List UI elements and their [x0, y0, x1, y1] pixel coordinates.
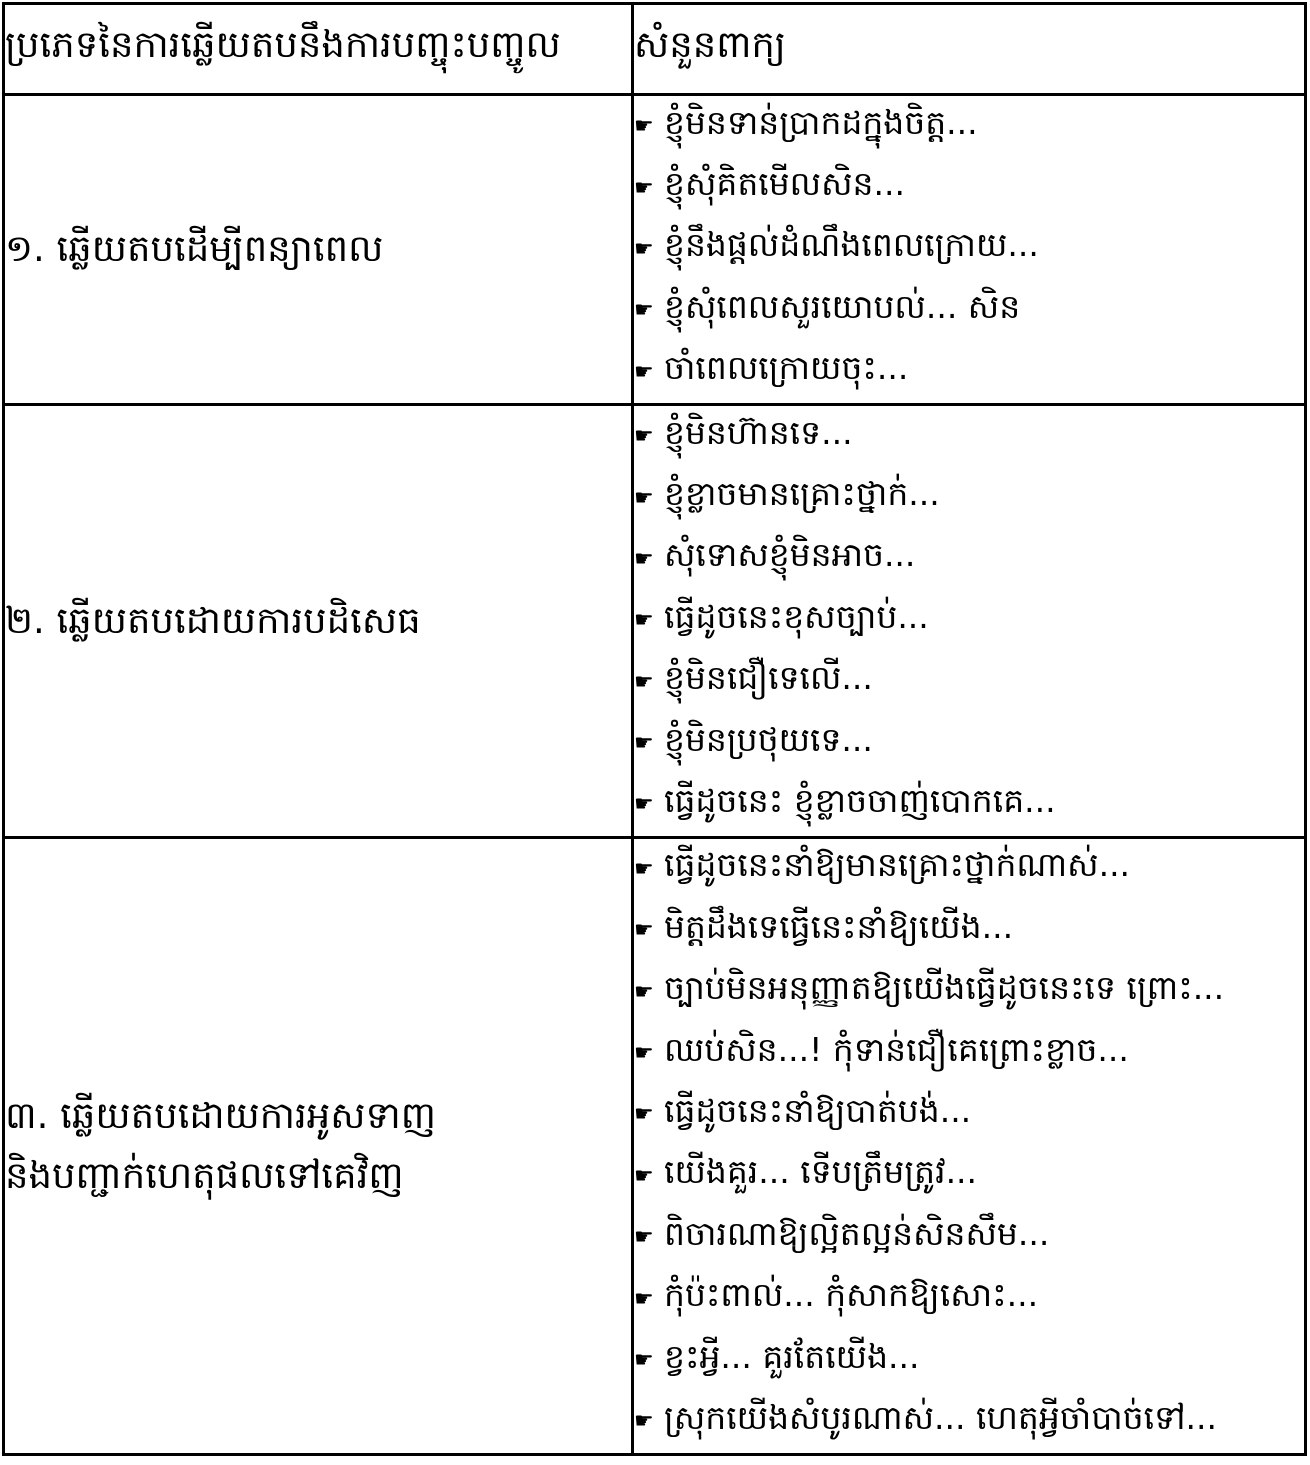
phrase-text: ពិចារណាឱ្យល្អិតល្អន់សិនសឹម...	[664, 1213, 1050, 1253]
phrase-text: ខ្ញុំមិនទាន់ប្រាកដក្នុងចិត្ត...	[664, 102, 978, 142]
pointing-hand-icon: ☛	[634, 856, 654, 882]
pointing-hand-icon: ☛	[634, 298, 654, 324]
response-type-label: និងបញ្ជាក់ហេតុផលទៅគេវិញ	[5, 1153, 404, 1197]
list-item	[634, 1023, 1304, 1084]
pointing-hand-icon: ☛	[634, 236, 654, 262]
response-type-cell	[4, 404, 633, 837]
pointing-hand-icon: ☛	[634, 1102, 654, 1128]
phrase-text: ធ្វើដូចនេះនាំឱ្យមានគ្រោះថ្នាក់ណាស់...	[664, 845, 1131, 885]
list-item	[634, 1084, 1304, 1145]
list-item	[634, 1330, 1304, 1391]
phrase-list-cell	[633, 95, 1306, 405]
pointing-hand-icon: ☛	[634, 979, 654, 1005]
response-type-label: ៣. ឆ្លើយតបដោយការអូសទាញ	[5, 1093, 436, 1137]
phrase-text: ខ្ញុំសុំពេលសួរយោបល់... សិន	[664, 286, 1021, 326]
pointing-hand-icon: ☛	[634, 608, 654, 634]
pointing-hand-icon: ☛	[634, 114, 654, 140]
list-item	[634, 96, 1304, 157]
header-response-type: ប្រភេទនៃការឆ្លើយតបនឹងការបញ្ចុះបញ្ចូល	[4, 4, 633, 95]
list-item	[634, 900, 1304, 961]
phrase-text: យើងគួរ... ទើបត្រឹមត្រូវ...	[664, 1152, 978, 1192]
pointing-hand-icon: ☛	[634, 1225, 654, 1251]
phrase-text: សុំទោសខ្ញុំមិនអាច...	[664, 535, 916, 575]
header-phrases: សំនួនពាក្យ	[633, 4, 1306, 95]
response-type-label: ២. ឆ្លើយតបដោយការបដិសេធ	[5, 598, 421, 642]
response-type-cell	[4, 837, 633, 1454]
list-item	[634, 1146, 1304, 1207]
list-item	[634, 652, 1304, 713]
response-type-label: ១. ឆ្លើយតបដើម្បីពន្យាពេល	[5, 227, 384, 271]
phrase-text: ធ្វើដូចនេះនាំឱ្យបាត់បង់...	[664, 1090, 972, 1130]
list-item	[634, 961, 1304, 1022]
list-item	[634, 713, 1304, 774]
phrase-text: ខ្ញុំសុំគិតមើលសិន...	[664, 164, 905, 204]
phrase-text: ខ្ញុំនឹងផ្ដល់ដំណឹងពេលក្រោយ...	[664, 225, 1039, 265]
pointing-hand-icon: ☛	[634, 546, 654, 572]
phrase-text: ខ្វះអ្វី... គួរតែយើង...	[664, 1336, 920, 1376]
pointing-hand-icon: ☛	[634, 1348, 654, 1373]
pointing-hand-icon: ☛	[634, 918, 654, 944]
phrase-text: ធ្វើដូចនេះ ខ្ញុំខ្លាចចាញ់បោកគេ...	[664, 780, 1056, 820]
pointing-hand-icon: ☛	[634, 1409, 654, 1435]
pointing-hand-icon: ☛	[634, 424, 654, 450]
table-row	[4, 95, 1306, 405]
pointing-hand-icon: ☛	[634, 1041, 654, 1067]
list-item	[634, 590, 1304, 651]
list-item	[634, 1391, 1304, 1452]
phrase-text: ច្បាប់មិនអនុញ្ញាតឱ្យយើងធ្វើដូចនេះទេ ព្រោះ...	[664, 968, 1225, 1008]
header-row	[4, 4, 1306, 95]
phrase-text: ធ្វើដូចនេះខុសច្បាប់...	[664, 596, 929, 636]
list-item	[634, 406, 1304, 467]
phrase-text: ស្រុកយើងសំបូរណាស់... ហេតុអ្វីចាំបាច់ទៅ...	[664, 1397, 1217, 1437]
pointing-hand-icon: ☛	[634, 359, 654, 385]
pointing-hand-icon: ☛	[634, 175, 654, 201]
pointing-hand-icon: ☛	[634, 669, 654, 695]
pointing-hand-icon: ☛	[634, 1286, 654, 1312]
response-type-cell	[4, 95, 633, 405]
pointing-hand-icon: ☛	[634, 1163, 654, 1189]
phrase-list-cell	[633, 404, 1306, 837]
list-item	[634, 774, 1304, 835]
list-item	[634, 342, 1304, 403]
list-item	[634, 529, 1304, 590]
phrase-text: ខ្ញុំមិនជឿទេលើ...	[664, 658, 873, 698]
list-item	[634, 839, 1304, 900]
pointing-hand-icon: ☛	[634, 485, 654, 511]
response-types-table	[2, 2, 1307, 1456]
list-item	[634, 1268, 1304, 1329]
phrase-text: ខ្ញុំមិនហ៊ានទេ...	[664, 412, 853, 452]
phrase-text: ឈប់សិន...! កុំទាន់ជឿគេព្រោះខ្លាច...	[664, 1029, 1129, 1069]
phrase-text: ចាំពេលក្រោយចុះ...	[664, 348, 909, 388]
table-row	[4, 837, 1306, 1454]
list-item	[634, 1207, 1304, 1268]
phrase-text: មិត្តដឹងទេធ្វើនេះនាំឱ្យយើង...	[664, 906, 1014, 946]
phrase-text: កុំប៉ះពាល់... កុំសាកឱ្យសោះ...	[664, 1275, 1039, 1315]
phrase-list-cell	[633, 837, 1306, 1454]
pointing-hand-icon: ☛	[634, 792, 654, 818]
pointing-hand-icon: ☛	[634, 731, 654, 757]
list-item	[634, 157, 1304, 218]
list-item	[634, 280, 1304, 341]
phrase-text: ខ្ញុំខ្លាចមានគ្រោះថ្នាក់...	[664, 474, 940, 514]
list-item	[634, 219, 1304, 280]
list-item	[634, 467, 1304, 528]
table-row	[4, 404, 1306, 837]
phrase-text: ខ្ញុំមិនប្រថុយទេ...	[664, 719, 873, 759]
